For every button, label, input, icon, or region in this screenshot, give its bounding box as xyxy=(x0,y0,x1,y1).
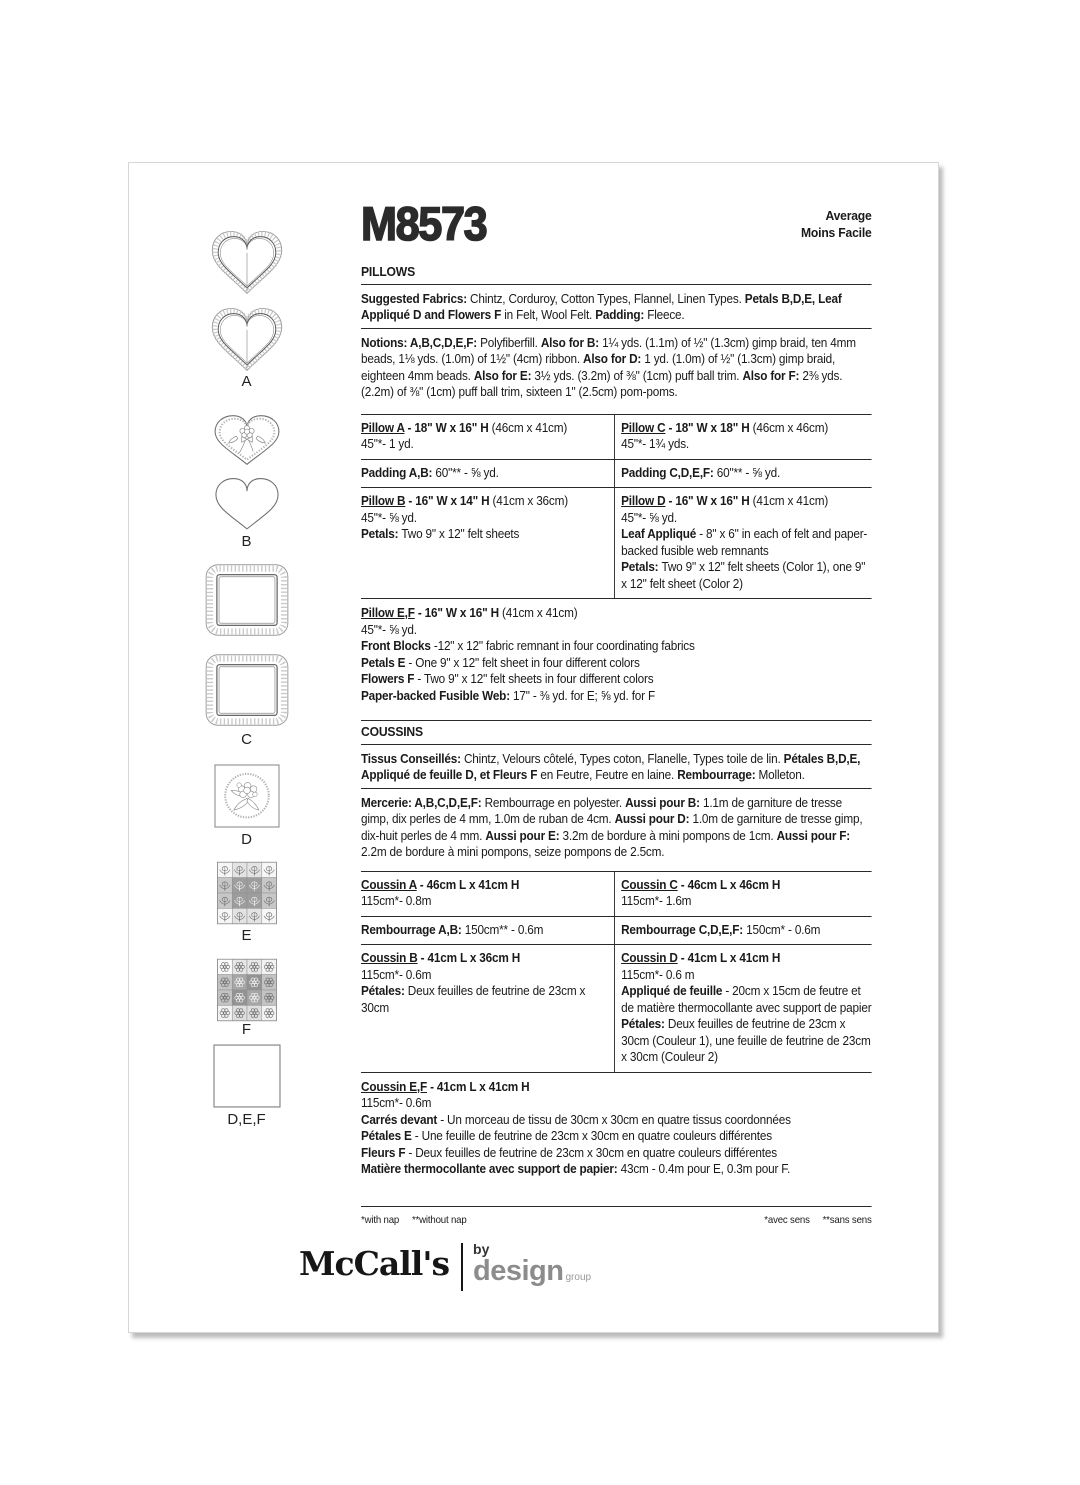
coussins-metrage-table xyxy=(361,871,872,1073)
pillow-b-bouquet-heart-illustration xyxy=(184,411,309,469)
group-wordmark: group xyxy=(565,1272,592,1283)
figure-label-d: D xyxy=(241,831,252,848)
figure-label-a: A xyxy=(241,373,252,390)
footnote-avec-sens: *avec sens xyxy=(764,1213,810,1226)
header-row xyxy=(361,199,872,249)
difficulty-rating xyxy=(801,207,872,241)
pillows-yardage-table xyxy=(361,414,872,600)
figure-label-def: D,E,F xyxy=(227,1111,266,1128)
pattern-envelope-back-page xyxy=(128,162,939,1333)
table-row xyxy=(361,916,872,945)
nap-footnotes xyxy=(361,1206,872,1229)
footnote-sans-sens: **sans sens xyxy=(822,1213,872,1226)
coussin-b-cell: Coussin B - 41cm L x 36cm H 115cm*- 0.6m Pétales: Deux feuilles de feutrine de 23cm x 30cm xyxy=(361,950,586,1015)
table-row xyxy=(361,415,872,459)
section-title-pillows: PILLOWS xyxy=(361,264,872,285)
padding-ab-cell: Padding A,B: 60"** - ⅝ yd. xyxy=(361,464,499,480)
by-design-group xyxy=(473,1241,591,1286)
difficulty-en: Average xyxy=(825,208,872,223)
pattern-info-column xyxy=(361,163,872,1228)
table-row xyxy=(361,459,872,488)
figure-label-c: C xyxy=(241,731,252,748)
view-illustrations-column xyxy=(184,163,309,1332)
pillow-def-plain-square-illustration xyxy=(184,1044,309,1108)
figure-label-e: E xyxy=(241,927,252,944)
footnote-with-nap: *with nap xyxy=(361,1213,400,1226)
footnote-without-nap: **without nap xyxy=(411,1213,467,1226)
coussin-a-cell: Coussin A - 46cm L x 41cm H 115cm*- 0.8m xyxy=(361,876,520,908)
figure-label-b: B xyxy=(241,533,252,550)
pillow-e-tulip-grid-illustration xyxy=(184,861,309,925)
design-wordmark: design xyxy=(473,1255,564,1287)
pillow-b-plain-heart-illustration xyxy=(184,473,309,533)
coussin-c-cell: Coussin C - 46cm L x 46cm H 115cm*- 1.6m xyxy=(614,872,872,916)
coussin-ef-paragraph: Coussin E,F - 41cm L x 41cm H 115cm*- 0.6m Carrés devant - Un morceau de tissu de 30cm x 30cm en quatre tissus coordonnées Pétales E - Une feuille de feutrine de 23cm x 30cm en quatre couleurs différentes Fleurs F - Deux feuilles de feutrine de 23cm x 30cm en quatre couleurs différentes Matière thermocollante avec support de papier: 43cm - 0.4m pour E, 0.3m pour F. xyxy=(361,1078,791,1176)
table-row xyxy=(361,487,872,598)
figure-label-f: F xyxy=(241,1021,252,1038)
pillow-a-cell: Pillow A - 18" W x 16" H (46cm x 41cm) 45"*- 1 yd. xyxy=(361,419,568,451)
notions-paragraph: Notions: A,B,C,D,E,F: Polyfiberfill. Also for B: 1¼ yds. (1.1m) of ½" (1.3cm) gimp braid, ten 4mm beads, 1⅛ yds. (1.0m) of 1½" (4cm) ribbon. Also for D: 1 yd. (1.0m) of ½" (1.3cm) gimp braid, eighteen 4mm beads. Also for E: 3½ yds. (3.2m) of ⅜" (1cm) puff ball trim. Also for F: 2⅜ yds. (2.2m) of ⅜" (1cm) puff ball trim, sixteen 1" (2.5cm) pom-poms. xyxy=(361,334,856,399)
suggested-fabrics-paragraph: Suggested Fabrics: Chintz, Corduroy, Cotton Types, Flannel, Linen Types. Petals B,D,E, Leaf Appliqué D and Flowers F in Felt, Wool Felt. Padding: Fleece. xyxy=(361,291,872,329)
mercerie-paragraph: Mercerie: A,B,C,D,E,F: Rembourrage en polyester. Aussi pour B: 1.1m de garniture de tresse gimp, dix perles de 4 mm, 1.0m de ruban de 4cm. Aussi pour D: 1.0m de garniture de tresse gimp, dix-huit perles de 4 mm. Aussi pour E: 3.2m de bordure à mini pompons de 1cm. Aussi pour F: 2.2m de bordure à mini pompons, seize pompons de 2.5cm. xyxy=(361,794,863,859)
padding-cdef-cell: Padding C,D,E,F: 60"** - ⅝ yd. xyxy=(614,460,872,488)
tissus-paragraph: Tissus Conseillés: Chintz, Velours côtelé, Types coton, Flanelle, Types toile de lin. Pétales B,D,E, Appliqué de feuille D, et Fleurs F en Feutre, Feutre en laine. Rembourrage: Molleton. xyxy=(361,751,872,789)
logo-divider xyxy=(461,1243,463,1291)
pillow-c-ruffled-square-illustration-2 xyxy=(184,653,309,727)
pattern-number: M8573 xyxy=(361,197,487,250)
mccalls-wordmark: McCall's xyxy=(299,1244,450,1283)
pillow-b-cell: Pillow B - 16" W x 14" H (41cm x 36cm) 45"*- ⅝ yd. Petals: Two 9" x 12" felt sheets xyxy=(361,493,568,541)
pillow-a-ruffled-heart-illustration-2 xyxy=(184,301,309,377)
pillow-ef-paragraph: Pillow E,F - 16" W x 16" H (41cm x 41cm) 45"*- ⅝ yd. Front Blocks -12" x 12" fabric remnant in four coordinating fabrics Petals E - One 9" x 12" felt sheet in four different colors Flowers F - Two 9" x 12" felt sheets in four different colors Paper-backed Fusible Web: 17" - ⅜ yd. for E; ⅝ yd. for F xyxy=(361,605,695,703)
table-row xyxy=(361,872,872,916)
footnotes-english xyxy=(361,1212,479,1229)
coussin-d-cell: Coussin D - 41cm L x 41cm H 115cm*- 0.6 m Appliqué de feuille - 20cm x 15cm de feutre et de matière thermocollante avec support de papier Pétales: Deux feuilles de feutrine de 23cm x 30cm (Couleur 1), une feuille de feutrine de 23cm x 30cm (Couleur 2) xyxy=(614,945,872,1072)
logo-by-text: by xyxy=(473,1241,490,1257)
difficulty-fr: Moins Facile xyxy=(800,225,872,240)
rembourrage-cdef-cell: Rembourrage C,D,E,F: 150cm* - 0.6m xyxy=(614,917,872,945)
pillow-d-cell: Pillow D - 16" W x 16" H (41cm x 41cm) 45"*- ⅝ yd. Leaf Appliqué - 8" x 6" in each of felt and paper-backed fusible web remnants Petals: Two 9" x 12" felt sheets (Color 1), one 9" x 12" felt sheet (Color 2) xyxy=(614,488,872,598)
rembourrage-ab-cell: Rembourrage A,B: 150cm** - 0.6m xyxy=(361,921,544,937)
table-row xyxy=(361,944,872,1072)
pillow-c-cell: Pillow C - 18" W x 18" H (46cm x 46cm) 45"*- 1¾ yds. xyxy=(614,415,872,459)
pillow-c-ruffled-square-illustration-1 xyxy=(184,563,309,637)
pillow-d-applique-square-illustration xyxy=(184,764,309,828)
pillow-f-daisy-grid-illustration xyxy=(184,958,309,1022)
section-title-coussins: COUSSINS xyxy=(361,720,872,745)
mccalls-design-group-logo xyxy=(299,1241,591,1291)
pillow-a-ruffled-heart-illustration-1 xyxy=(184,224,309,300)
footnotes-french xyxy=(751,1212,871,1229)
